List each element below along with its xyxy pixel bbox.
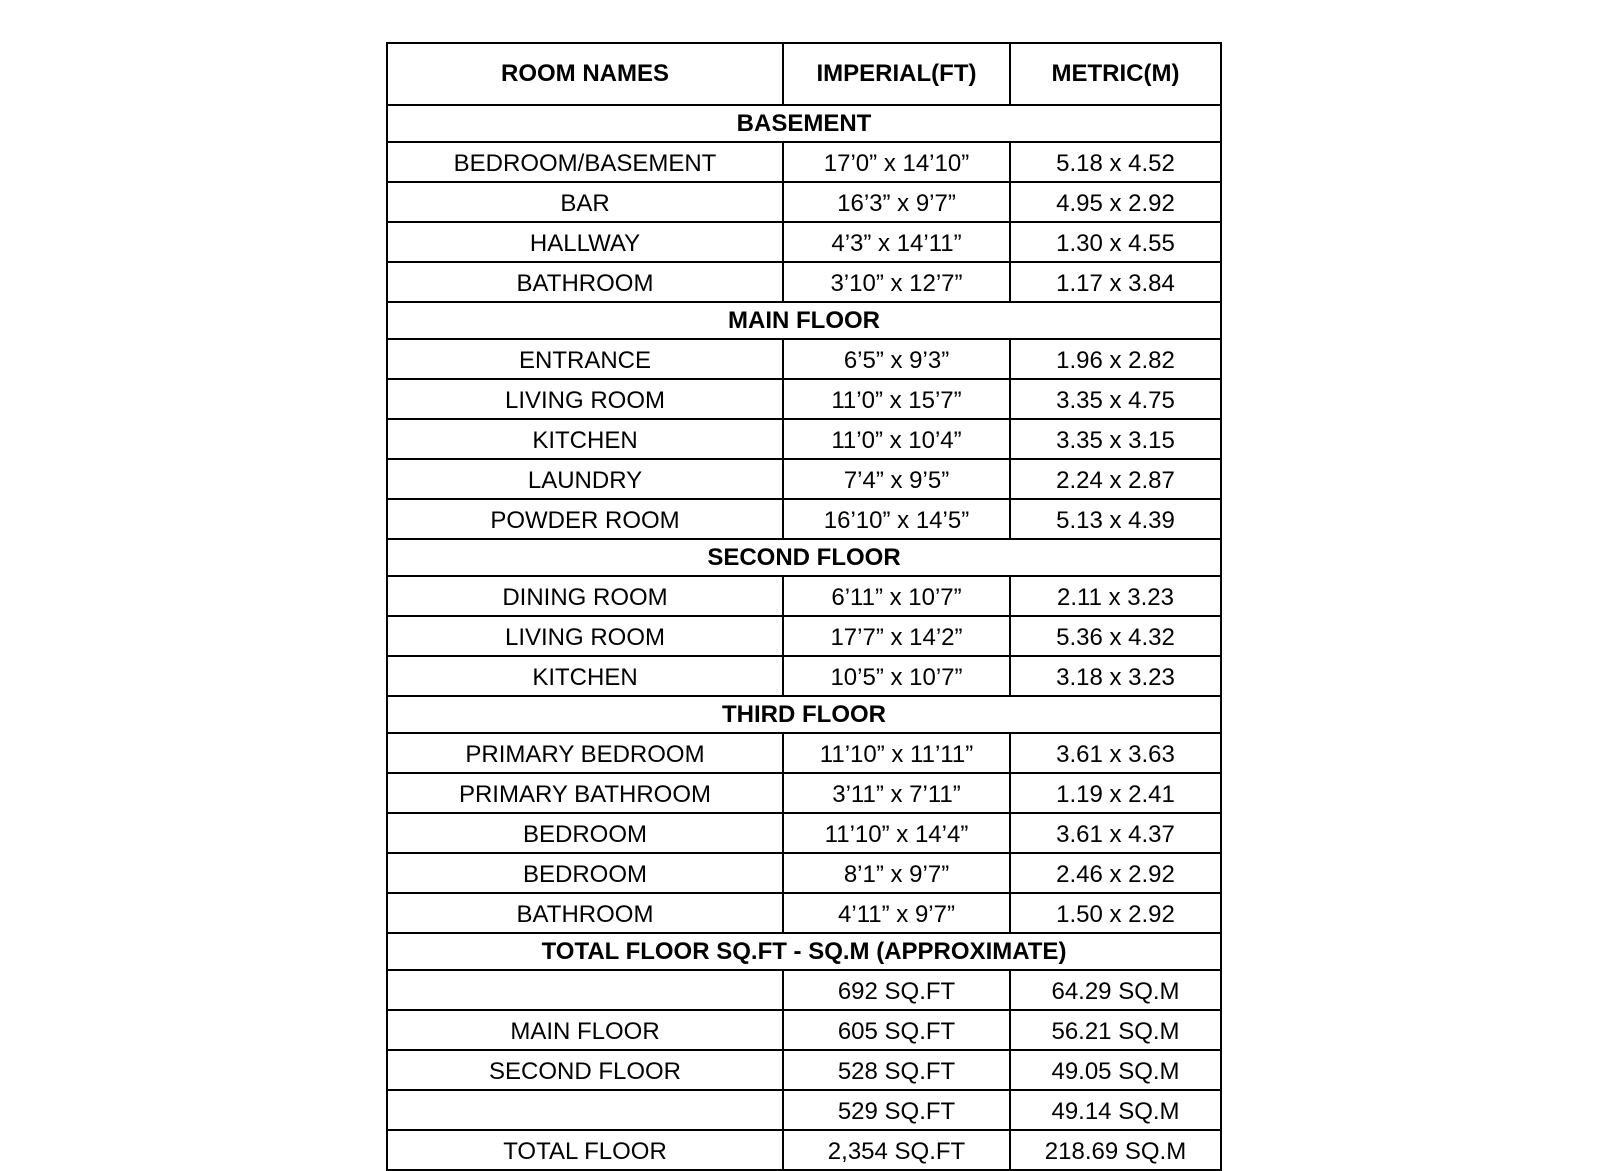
table-row: [387, 1090, 1221, 1130]
imperial-cell: 6’11” x 10’7”: [783, 576, 1010, 616]
table-row: [387, 379, 1221, 419]
metric-cell: 1.96 x 2.82: [1010, 339, 1221, 379]
room-name-cell: MAIN FLOOR: [387, 1010, 783, 1050]
table-row: [387, 182, 1221, 222]
metric-cell: 4.95 x 2.92: [1010, 182, 1221, 222]
section-header-row: [387, 539, 1221, 576]
section-header-row: [387, 933, 1221, 970]
metric-cell: 3.18 x 3.23: [1010, 656, 1221, 696]
room-name-cell: [387, 970, 783, 1010]
table-row: [387, 616, 1221, 656]
imperial-cell: 8’1” x 9’7”: [783, 853, 1010, 893]
table-row: [387, 142, 1221, 182]
imperial-cell: 3’11” x 7’11”: [783, 773, 1010, 813]
room-name-cell: KITCHEN: [387, 656, 783, 696]
table-row: [387, 733, 1221, 773]
metric-cell: 5.36 x 4.32: [1010, 616, 1221, 656]
imperial-cell: 529 SQ.FT: [783, 1090, 1010, 1130]
metric-cell: 3.35 x 3.15: [1010, 419, 1221, 459]
metric-cell: 1.17 x 3.84: [1010, 262, 1221, 302]
table-row: [387, 222, 1221, 262]
room-name-cell: PRIMARY BEDROOM: [387, 733, 783, 773]
section-title: TOTAL FLOOR SQ.FT - SQ.M (APPROXIMATE): [387, 933, 1221, 970]
metric-cell: 5.13 x 4.39: [1010, 499, 1221, 539]
room-name-cell: POWDER ROOM: [387, 499, 783, 539]
table-body: [387, 105, 1221, 1170]
imperial-cell: 11’10” x 11’11”: [783, 733, 1010, 773]
room-name-cell: KITCHEN: [387, 419, 783, 459]
section-header-row: [387, 696, 1221, 733]
table-row: [387, 1050, 1221, 1090]
metric-cell: 56.21 SQ.M: [1010, 1010, 1221, 1050]
metric-cell: 49.14 SQ.M: [1010, 1090, 1221, 1130]
table-row: [387, 813, 1221, 853]
imperial-cell: 10’5” x 10’7”: [783, 656, 1010, 696]
imperial-cell: 528 SQ.FT: [783, 1050, 1010, 1090]
room-name-cell: BEDROOM: [387, 813, 783, 853]
section-title: BASEMENT: [387, 105, 1221, 142]
imperial-cell: 7’4” x 9’5”: [783, 459, 1010, 499]
table-row: [387, 419, 1221, 459]
header-row: [387, 43, 1221, 105]
room-name-cell: SECOND FLOOR: [387, 1050, 783, 1090]
imperial-cell: 605 SQ.FT: [783, 1010, 1010, 1050]
room-name-cell: BEDROOM/BASEMENT: [387, 142, 783, 182]
table-header: [387, 43, 1221, 105]
table-row: [387, 893, 1221, 933]
room-name-cell: DINING ROOM: [387, 576, 783, 616]
metric-cell: 1.30 x 4.55: [1010, 222, 1221, 262]
room-name-cell: LIVING ROOM: [387, 379, 783, 419]
section-title: MAIN FLOOR: [387, 302, 1221, 339]
table-row: [387, 656, 1221, 696]
metric-cell: 1.19 x 2.41: [1010, 773, 1221, 813]
room-name-cell: [387, 1090, 783, 1130]
imperial-cell: 11’10” x 14’4”: [783, 813, 1010, 853]
section-title: THIRD FLOOR: [387, 696, 1221, 733]
imperial-cell: 2,354 SQ.FT: [783, 1130, 1010, 1170]
metric-cell: 1.50 x 2.92: [1010, 893, 1221, 933]
table-row: [387, 499, 1221, 539]
metric-cell: 218.69 SQ.M: [1010, 1130, 1221, 1170]
room-name-cell: LAUNDRY: [387, 459, 783, 499]
metric-cell: 2.11 x 3.23: [1010, 576, 1221, 616]
metric-cell: 64.29 SQ.M: [1010, 970, 1221, 1010]
metric-cell: 3.35 x 4.75: [1010, 379, 1221, 419]
section-title: SECOND FLOOR: [387, 539, 1221, 576]
table-row: [387, 773, 1221, 813]
room-name-cell: BATHROOM: [387, 262, 783, 302]
table-row: [387, 576, 1221, 616]
metric-cell: 2.46 x 2.92: [1010, 853, 1221, 893]
room-name-cell: BATHROOM: [387, 893, 783, 933]
table-row: [387, 262, 1221, 302]
imperial-cell: 692 SQ.FT: [783, 970, 1010, 1010]
table-row: [387, 970, 1221, 1010]
table-row: [387, 339, 1221, 379]
imperial-cell: 17’0” x 14’10”: [783, 142, 1010, 182]
imperial-cell: 17’7” x 14’2”: [783, 616, 1010, 656]
section-header-row: [387, 105, 1221, 142]
room-name-cell: HALLWAY: [387, 222, 783, 262]
imperial-cell: 4’11” x 9’7”: [783, 893, 1010, 933]
column-header-metric: METRIC(M): [1010, 43, 1221, 105]
imperial-cell: 3’10” x 12’7”: [783, 262, 1010, 302]
room-dimensions-table: [386, 42, 1222, 1171]
table-row: [387, 459, 1221, 499]
metric-cell: 5.18 x 4.52: [1010, 142, 1221, 182]
room-name-cell: BAR: [387, 182, 783, 222]
metric-cell: 2.24 x 2.87: [1010, 459, 1221, 499]
table-row: [387, 1010, 1221, 1050]
imperial-cell: 6’5” x 9’3”: [783, 339, 1010, 379]
metric-cell: 49.05 SQ.M: [1010, 1050, 1221, 1090]
room-name-cell: BEDROOM: [387, 853, 783, 893]
imperial-cell: 16’10” x 14’5”: [783, 499, 1010, 539]
room-name-cell: LIVING ROOM: [387, 616, 783, 656]
imperial-cell: 4’3” x 14’11”: [783, 222, 1010, 262]
table-row: [387, 1130, 1221, 1170]
section-header-row: [387, 302, 1221, 339]
metric-cell: 3.61 x 4.37: [1010, 813, 1221, 853]
column-header-imperial: IMPERIAL(FT): [783, 43, 1010, 105]
imperial-cell: 16’3” x 9’7”: [783, 182, 1010, 222]
room-name-cell: TOTAL FLOOR: [387, 1130, 783, 1170]
room-name-cell: PRIMARY BATHROOM: [387, 773, 783, 813]
column-header-room-names: ROOM NAMES: [387, 43, 783, 105]
metric-cell: 3.61 x 3.63: [1010, 733, 1221, 773]
table-row: [387, 853, 1221, 893]
imperial-cell: 11’0” x 15’7”: [783, 379, 1010, 419]
room-name-cell: ENTRANCE: [387, 339, 783, 379]
imperial-cell: 11’0” x 10’4”: [783, 419, 1010, 459]
